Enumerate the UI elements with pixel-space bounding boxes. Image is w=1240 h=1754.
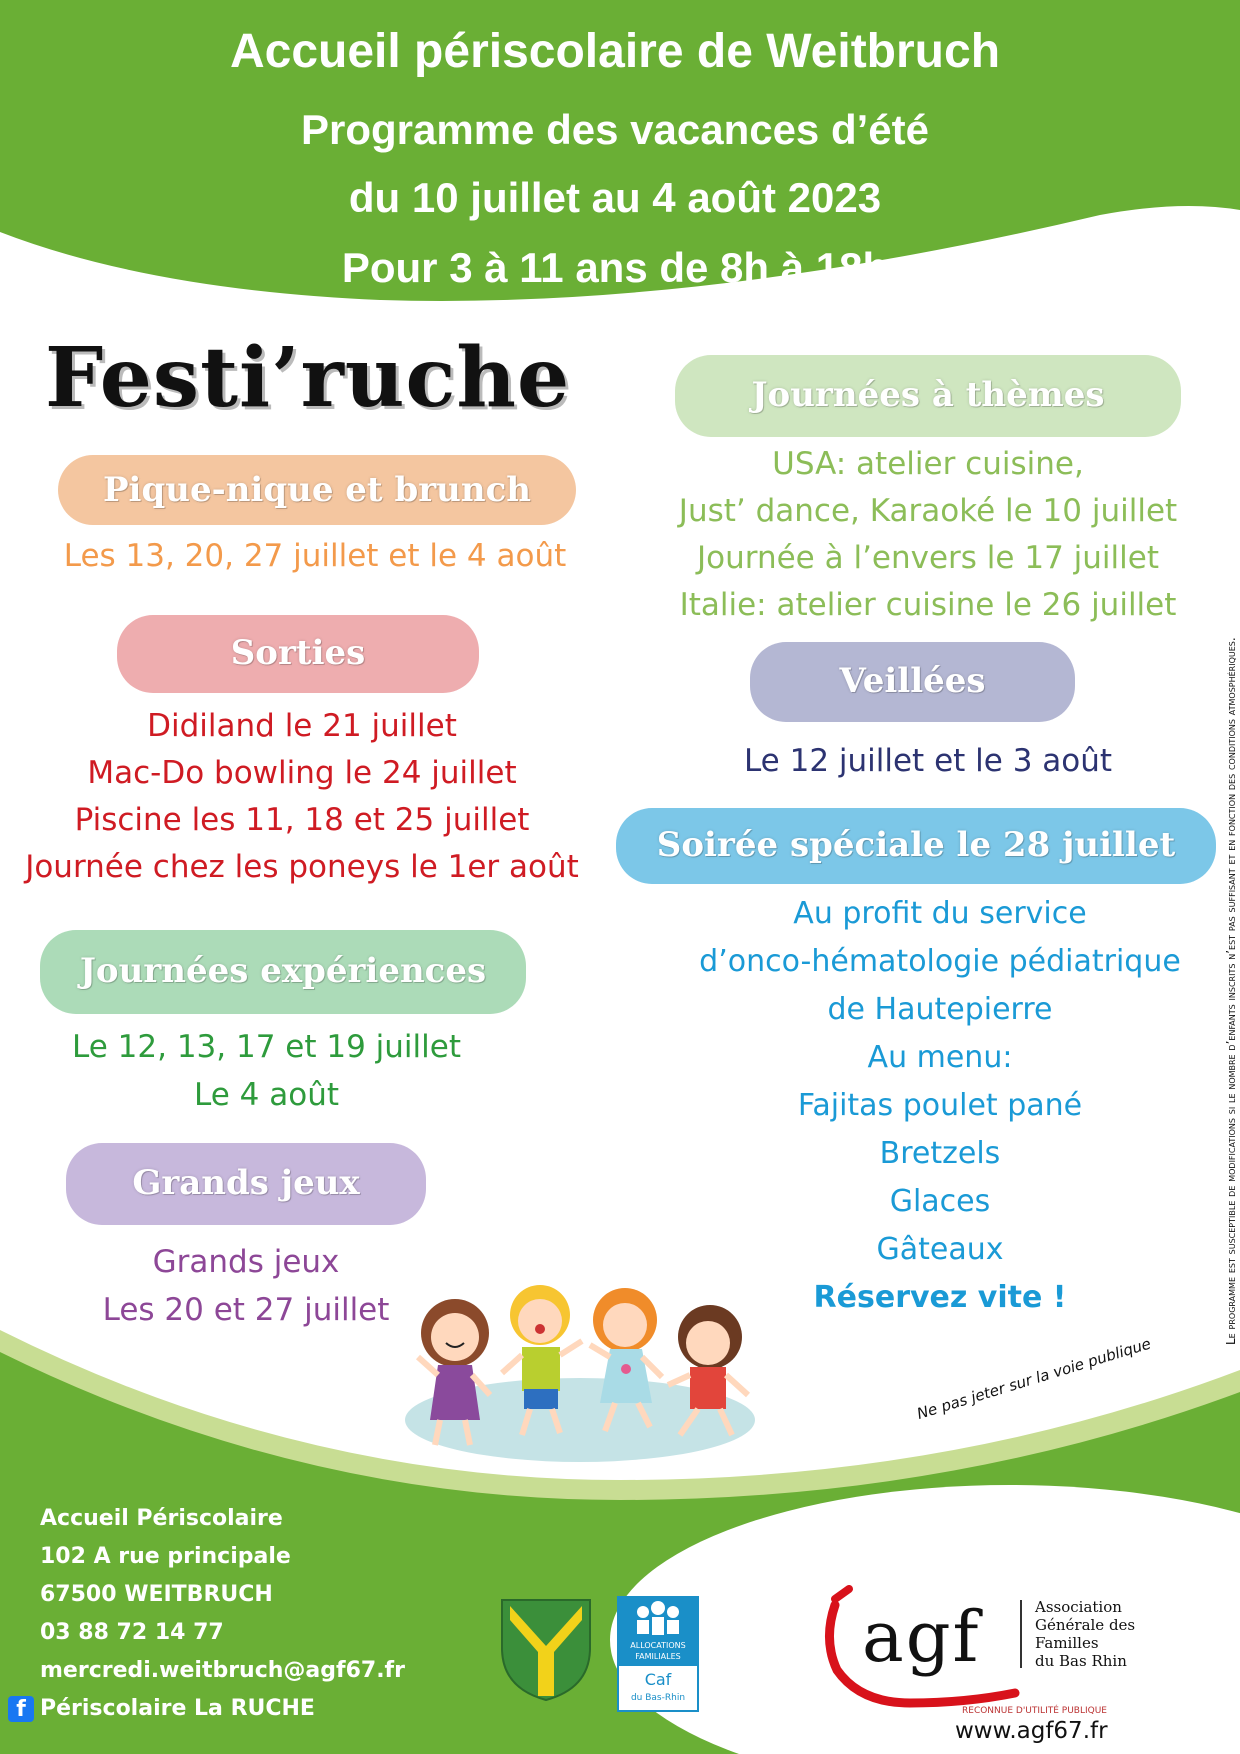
themes-list: USA: atelier cuisine, Just’ dance, Karaoké le 10 juillet Journée à l’envers le 17 juillet Italie: atelier cuisine le 26 juillet bbox=[678, 446, 1178, 623]
caf-line2: FAMILIALES bbox=[635, 1652, 681, 1661]
caf-line1: ALLOCATIONS bbox=[630, 1641, 686, 1650]
pill-experiences: Journées expériences bbox=[40, 930, 526, 1014]
footer-address bbox=[16, 1500, 405, 1728]
dancing-kids-illustration bbox=[410, 1285, 760, 1455]
festiruche-title: Festi’ruche bbox=[45, 330, 571, 426]
address-line: Accueil Périscolaire bbox=[40, 1506, 283, 1531]
header-dates: du 10 juillet au 4 août 2023 bbox=[348, 174, 882, 221]
caf-family-icon bbox=[621, 1600, 695, 1640]
agf-divider bbox=[1020, 1600, 1022, 1668]
agf-wordmark: agf bbox=[862, 1596, 981, 1678]
agf-tagline: RECONNUE D'UTILITÉ PUBLIQUE bbox=[962, 1706, 1107, 1716]
pill-soiree: Soirée spéciale le 28 juillet bbox=[616, 808, 1216, 884]
veillees-dates: Le 12 juillet et le 3 août bbox=[743, 743, 1113, 779]
facebook-link[interactable] bbox=[8, 1690, 405, 1728]
litter-note: Ne pas jeter sur la voie publique bbox=[914, 1334, 1154, 1423]
soiree-details: Au profit du service d’onco-hématologie pédiatrique de Hautepierre Au menu: Fajitas poulet pané Bretzels Glaces Gâteaux Réservez vite ! bbox=[620, 890, 1240, 1322]
agf-full-name: Association Générale des Familles du Bas Rhin bbox=[1035, 1598, 1136, 1670]
caf-logo-top bbox=[619, 1598, 697, 1666]
header-subtitle: Programme des vacances d’été bbox=[301, 106, 929, 153]
sorties-line: Mac-Do bowling le 24 juillet bbox=[87, 755, 517, 791]
pill-picnic: Pique-nique et brunch bbox=[58, 455, 576, 525]
caf-logo bbox=[617, 1596, 699, 1712]
sorties-line: Didiland le 21 juillet bbox=[147, 708, 457, 744]
website-url[interactable]: www.agf67.fr bbox=[955, 1718, 1108, 1744]
kid-2 bbox=[502, 1285, 582, 1435]
side-disclaimer: Le programme est susceptible de modifications si le nombre d’enfants inscrits n’est pas suffisant et en fonction des conditions atmosphériques. bbox=[1224, 637, 1238, 1345]
address-line: 67500 WEITBRUCH bbox=[40, 1582, 273, 1607]
address-line: 102 A rue principale bbox=[40, 1544, 291, 1569]
sorties-line: Journée chez les poneys le 1er août bbox=[25, 849, 579, 885]
facebook-page-name: Périscolaire La RUCHE bbox=[40, 1696, 315, 1721]
reserve-cta: Réservez vite ! bbox=[813, 1280, 1067, 1315]
facebook-icon: f bbox=[8, 1696, 34, 1722]
caf-name: Caf bbox=[644, 1670, 672, 1689]
weitbruch-coat-of-arms bbox=[500, 1598, 592, 1702]
header-title: Accueil périscolaire de Weitbruch bbox=[229, 25, 1001, 78]
pill-sorties: Sorties bbox=[117, 615, 479, 693]
caf-region: du Bas-Rhin bbox=[630, 1693, 686, 1703]
email-address[interactable]: mercredi.weitbruch@agf67.fr bbox=[40, 1658, 405, 1683]
pill-grands-jeux: Grands jeux bbox=[66, 1143, 426, 1225]
kid-1 bbox=[418, 1299, 490, 1445]
kid-3 bbox=[590, 1288, 662, 1431]
experiences-dates: Le 12, 13, 17 et 19 juillet Le 4 août bbox=[72, 1029, 461, 1113]
header-ages-hours: Pour 3 à 11 ans de 8h à 18h bbox=[341, 244, 889, 291]
picnic-dates: Les 13, 20, 27 juillet et le 4 août bbox=[63, 538, 567, 574]
pill-themes: Journées à thèmes bbox=[675, 355, 1181, 437]
pill-veillees: Veillées bbox=[750, 642, 1075, 722]
kid-4 bbox=[668, 1305, 748, 1435]
phone-number: 03 88 72 14 77 bbox=[40, 1620, 224, 1645]
grands-jeux-text: Grands jeux Les 20 et 27 juillet bbox=[102, 1244, 390, 1328]
sorties-line: Piscine les 11, 18 et 25 juillet bbox=[74, 802, 530, 838]
sorties-list bbox=[0, 703, 604, 891]
